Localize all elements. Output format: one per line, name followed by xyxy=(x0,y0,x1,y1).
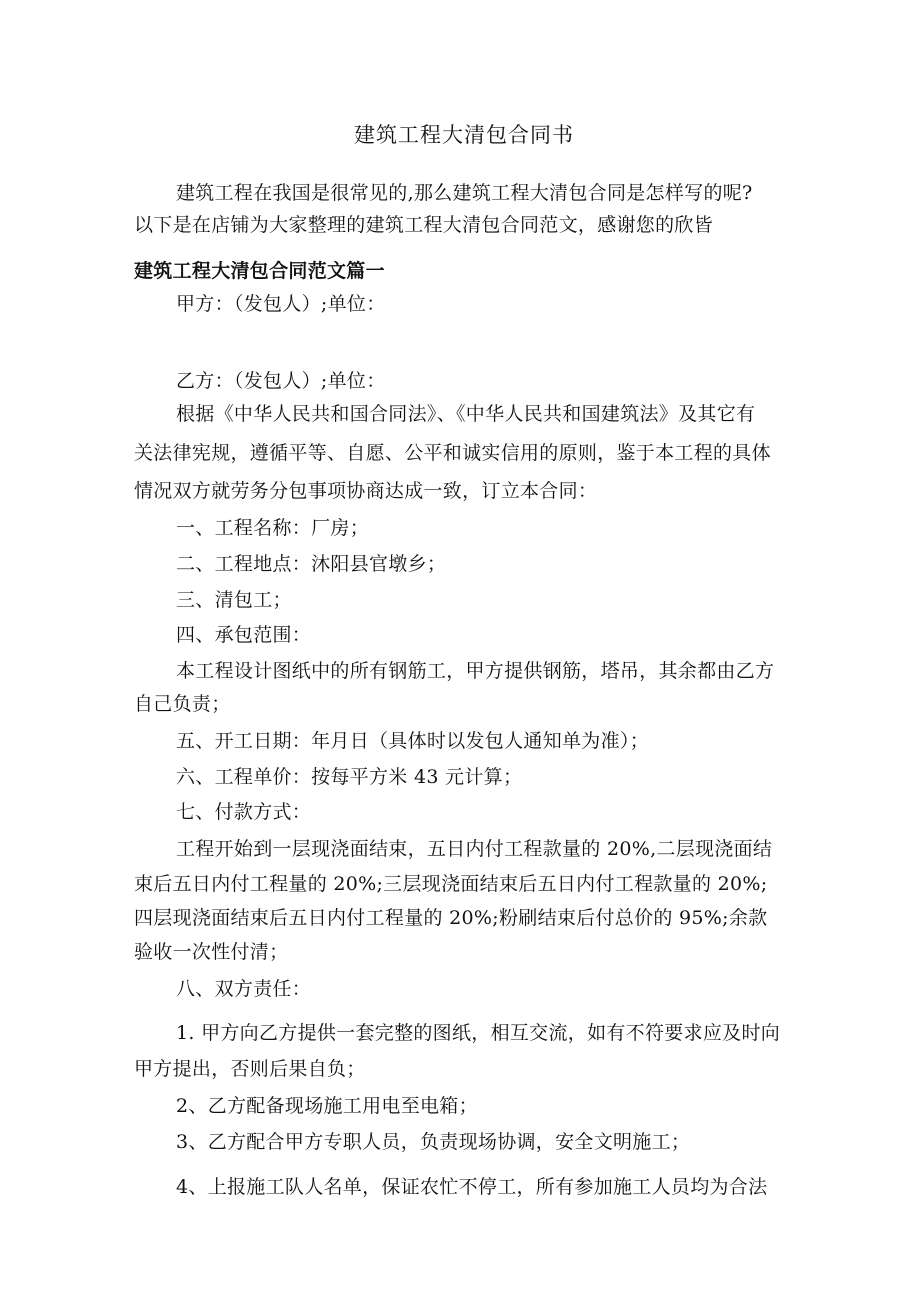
clause-5: 五、开工日期：年月日（具体时以发包人通知单为准）； xyxy=(176,730,650,752)
intro-line-1: 建筑工程在我国是很常见的,那么建筑工程大清包合同是怎样写的呢? xyxy=(176,182,753,204)
clause-1: 一、工程名称：厂房； xyxy=(176,517,370,539)
party-b: 乙方：（发包人）;单位： xyxy=(176,370,386,392)
clause-8-item-1a: 1. 甲方向乙方提供一套完整的图纸，相互交流，如有不符要求应及时向 xyxy=(176,1022,781,1044)
clause-6: 六、工程单价：按每平方米 43 元计算； xyxy=(176,766,523,788)
clause-3: 三、清包工； xyxy=(176,589,292,611)
clause-7-body-4: 验收一次性付清； xyxy=(134,941,289,963)
clause-4-body-1: 本工程设计图纸中的所有钢筋工，甲方提供钢筋，塔吊，其余都由乙方 xyxy=(176,660,775,682)
preamble-line-1: 根据《中华人民共和国合同法》、《中华人民共和国建筑法》及其它有 xyxy=(176,403,756,425)
clause-7-body-2: 束后五日内付工程量的 20%;三层现浇面结束后五日内付工程款量的 20%; xyxy=(134,873,768,895)
clause-8-item-4: 4、上报施工队人名单，保证农忙不停工，所有参加施工人员均为合法 xyxy=(176,1176,768,1198)
clause-8: 八、双方责任： xyxy=(176,978,312,1000)
document-title: 建筑工程大清包合同书 xyxy=(354,123,574,147)
party-a: 甲方：（发包人）;单位： xyxy=(176,293,386,315)
clause-8-item-2: 2、乙方配备现场施工用电至电箱； xyxy=(176,1095,478,1117)
preamble-line-2: 关法律宪规，遵循平等、自愿、公平和诚实信用的原则，鉴于本工程的具体 xyxy=(134,442,771,464)
clause-4: 四、承包范围： xyxy=(176,624,312,646)
clause-4-body-2: 自己负责； xyxy=(134,693,231,715)
clause-8-item-3: 3、乙方配合甲方专职人员，负责现场协调，安全文明施工； xyxy=(176,1131,691,1153)
clause-7-body-1: 工程开始到一层现浇面结束，五日内付工程款量的 20%,二层现浇面结 xyxy=(176,838,773,860)
section-heading: 建筑工程大清包合同范文篇一 xyxy=(134,260,385,282)
clause-7: 七、付款方式： xyxy=(176,801,312,823)
preamble-line-3: 情况双方就劳务分包事项协商达成一致，订立本合同： xyxy=(134,480,598,502)
clause-7-body-3: 四层现浇面结束后五日内付工程量的 20%;粉刷结束后付总价的 95%;余款 xyxy=(134,907,768,929)
clause-2: 二、工程地点：沐阳县官墩乡； xyxy=(176,553,447,575)
intro-line-2: 以下是在店铺为大家整理的建筑工程大清包合同范文，感谢您的欣皆 xyxy=(134,214,714,236)
clause-8-item-1b: 甲方提出，否则后果自负； xyxy=(134,1058,366,1080)
